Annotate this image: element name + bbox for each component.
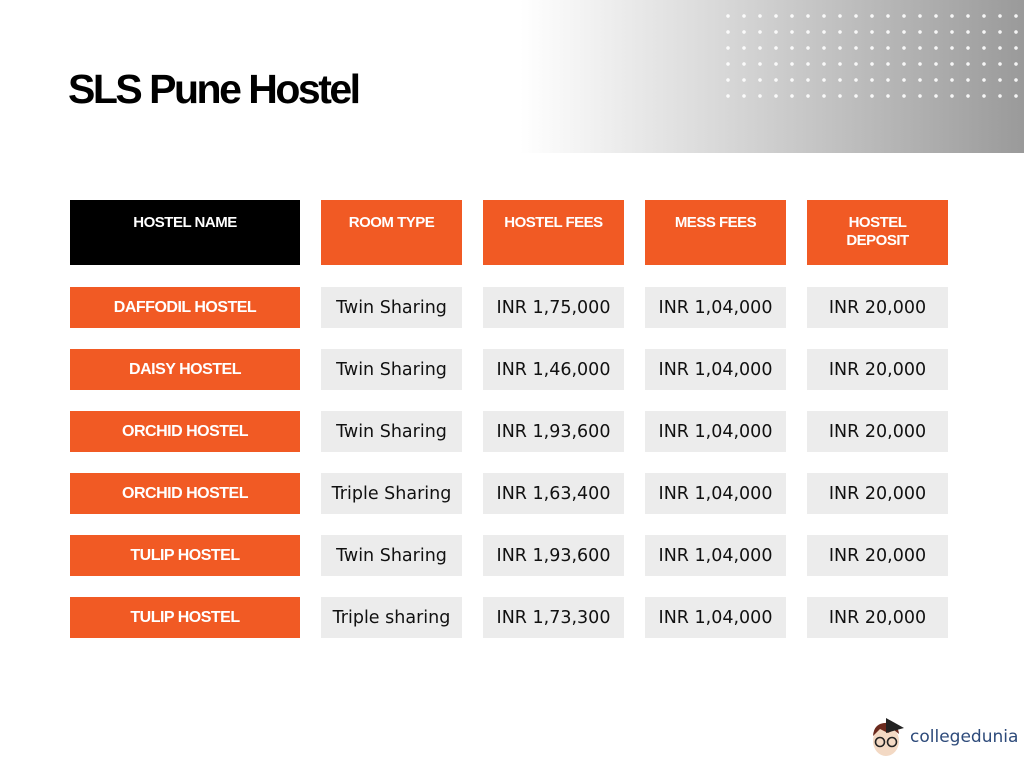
cell-hostel-name: TULIP HOSTEL — [70, 535, 300, 576]
collegedunia-logo: collegedunia — [868, 716, 1024, 758]
cell-hostel-name: ORCHID HOSTEL — [70, 411, 300, 452]
cell-room-type: Twin Sharing — [321, 287, 462, 328]
cell-hostel-fees: INR 1,63,400 — [483, 473, 624, 514]
cell-hostel-deposit: INR 20,000 — [807, 473, 948, 514]
cell-hostel-fees: INR 1,93,600 — [483, 535, 624, 576]
cell-room-type: Triple sharing — [321, 597, 462, 638]
decorative-banner — [520, 0, 1024, 153]
cell-hostel-fees: INR 1,73,300 — [483, 597, 624, 638]
cell-hostel-fees: INR 1,75,000 — [483, 287, 624, 328]
cell-mess-fees: INR 1,04,000 — [645, 597, 786, 638]
cell-hostel-name: ORCHID HOSTEL — [70, 473, 300, 514]
cell-room-type: Twin Sharing — [321, 535, 462, 576]
mascot-icon — [868, 716, 908, 758]
cell-mess-fees: INR 1,04,000 — [645, 411, 786, 452]
cell-hostel-name: DAISY HOSTEL — [70, 349, 300, 390]
cell-hostel-name: TULIP HOSTEL — [70, 597, 300, 638]
cell-mess-fees: INR 1,04,000 — [645, 349, 786, 390]
cell-mess-fees: INR 1,04,000 — [645, 473, 786, 514]
cell-room-type: Triple Sharing — [321, 473, 462, 514]
header-room-type: ROOM TYPE — [321, 200, 462, 265]
cell-hostel-fees: INR 1,93,600 — [483, 411, 624, 452]
cell-hostel-deposit: INR 20,000 — [807, 349, 948, 390]
cell-mess-fees: INR 1,04,000 — [645, 535, 786, 576]
cell-hostel-deposit: INR 20,000 — [807, 535, 948, 576]
header-mess-fees: MESS FEES — [645, 200, 786, 265]
cell-hostel-deposit: INR 20,000 — [807, 411, 948, 452]
dot-pattern — [720, 8, 1020, 108]
header-hostel-deposit: HOSTEL DEPOSIT — [807, 200, 948, 265]
cell-room-type: Twin Sharing — [321, 349, 462, 390]
cell-room-type: Twin Sharing — [321, 411, 462, 452]
page-title: SLS Pune Hostel — [68, 66, 359, 112]
cell-hostel-name: DAFFODIL HOSTEL — [70, 287, 300, 328]
cell-hostel-deposit: INR 20,000 — [807, 597, 948, 638]
header-hostel-name: HOSTEL NAME — [70, 200, 300, 265]
header-hostel-fees: HOSTEL FEES — [483, 200, 624, 265]
cell-hostel-deposit: INR 20,000 — [807, 287, 948, 328]
cell-hostel-fees: INR 1,46,000 — [483, 349, 624, 390]
cell-mess-fees: INR 1,04,000 — [645, 287, 786, 328]
